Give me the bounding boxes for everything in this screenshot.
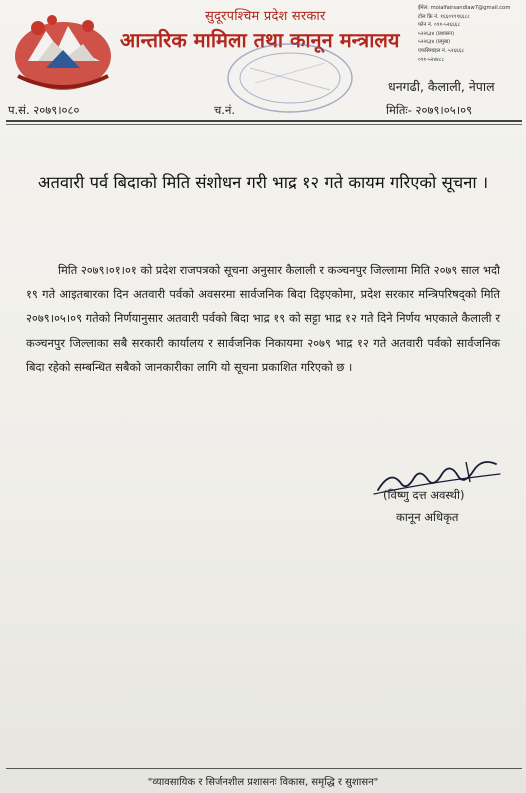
notice-body [26, 258, 500, 379]
dispatch-number: च.नं. [214, 103, 235, 117]
footer-slogan: "व्यावसायिक र सिर्जनशील प्रशासनः विकास, समृद्धि र सुशासन" [147, 777, 379, 788]
office-location: धनगढी, कैलाली, नेपाल [388, 79, 495, 94]
contact-details [418, 4, 522, 64]
contact-line: टोल फ्रि नं. १६६०११९६६८८ [418, 13, 470, 20]
nepal-government-emblem-icon [8, 6, 118, 96]
notice-subject: अतवारी पर्व बिदाको मिति संशोधन गरी भाद्र १२ गते कायम गरिएको सूचना । [37, 173, 489, 192]
letter-number: प.सं. २०७९।०८० [8, 103, 80, 117]
contact-line: ५२२६३४ (प्रमुख) [418, 39, 451, 46]
letter-date: मितिः- २०७९।०५।०९ [386, 103, 473, 117]
contact-line: ०९१-५२४४८८ [418, 56, 445, 63]
footer-divider [6, 768, 522, 769]
ministry-name: आन्तरिक मामिला तथा कानून मन्त्रालय [120, 28, 400, 52]
contact-line: ईमेल: moialfairsandlaw7@gmail.com [418, 5, 511, 11]
contact-line: एफसिमाइल नं. ५२६६६८ [418, 47, 465, 54]
notice-paragraph: मिति २०७९।०१।०१ को प्रदेश राजपत्रको सूचना अनुसार कैलाली र कञ्चनपुर जिल्लामा मिति २०७९ साल भदौ १९ गते आइतबारका दिन अतवारी पर्वको अवसरमा सार्वजनिक बिदा दिइएकोमा, प्रदेश सरकार मन्त्रिपरिषद्को मिति २०७९।०५।०९ गतेको निर्णयानुसार अतवारी पर्वको बिदा भाद्र १९ को सट्टा भाद्र १२ गते दिने निर्णय भएकाले कैलाली र कञ्चनपुर जिल्लाका सबै सरकारी कार्यालय र सार्वजनिक निकायमा २०७९ भाद्र १२ गते अतवारी पर्वको सार्वजनिक बिदा रहेको सम्बन्धित सबैको जानकारीका लागि यो सूचना प्रकाशित गरिएको छ । [26, 263, 500, 374]
signatory-name: (विष्णु दत्त अवस्थी) [383, 488, 465, 502]
government-name: सुदूरपश्चिम प्रदेश सरकार [205, 9, 326, 24]
contact-line: फोन नं. ०९१-५२६६६८ [418, 22, 461, 29]
contact-line: ५२२६३४ (प्रशासन) [418, 30, 455, 37]
header-divider [6, 120, 522, 122]
header-divider-thin [6, 124, 522, 125]
signatory-designation: कानून अधिकृत [396, 510, 459, 524]
reference-line [0, 103, 526, 119]
